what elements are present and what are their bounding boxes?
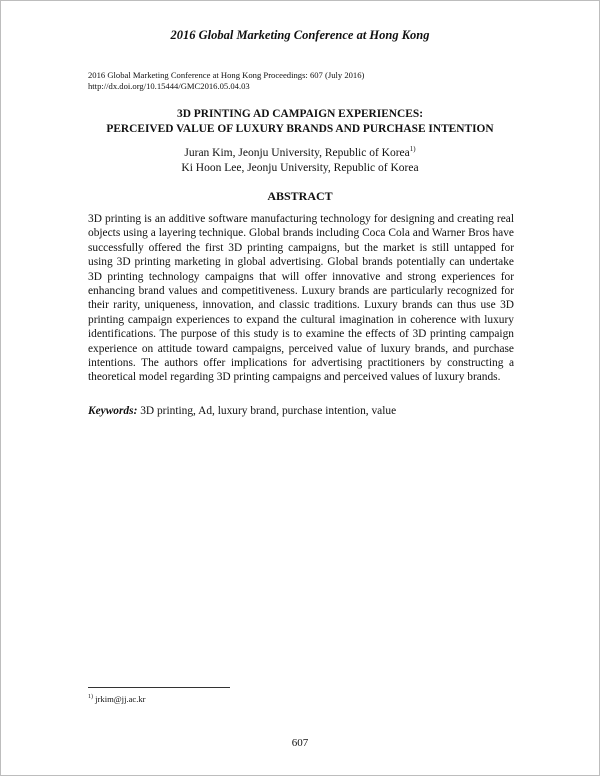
paper-title <box>40 107 560 136</box>
author-list <box>0 146 600 175</box>
footnote-email: jrkim@jj.ac.kr <box>93 694 146 704</box>
citation-block <box>88 70 518 92</box>
abstract-heading: ABSTRACT <box>267 189 333 203</box>
keywords-text: 3D printing, Ad, luxury brand, purchase intention, value <box>137 405 397 417</box>
keywords-line <box>88 404 514 418</box>
author-name: Ki Hoon Lee, Jeonju University, Republic of Korea <box>181 161 419 174</box>
page-number: 607 <box>291 737 309 749</box>
running-header: 2016 Global Marketing Conference at Hong Kong <box>170 28 430 42</box>
abstract-body: 3D printing is an additive software manufacturing technology for designing and creating real objects using a layering technique. Global brands including Coca Cola and Warner Bros have successfully offered the first 3D printing campaigns, but the market is still untapped for using 3D printing marketing in global advertising. Global brands potentially can undertake 3D printing technology campaigns that will offer innovative and strong experiences for enhancing brand values and competitiveness. Luxury brands are particularly recognized for their rarity, uniqueness, innovation, and classic traditions. Luxury brands can thus use 3D printing campaign experiences to expand the cultural imagination in coherence with luxury identifications. The purpose of this study is to examine the effects of 3D printing campaign experience on attitude toward campaigns, perceived value of luxury brands, and purchase intentions. The authors offer implications for advertising practitioners by constructing a theoretical model regarding 3D printing campaigns and perceived values of luxury brands. <box>88 213 514 384</box>
footnote-mark: 1) <box>88 694 93 700</box>
title-line-2: PERCEIVED VALUE OF LUXURY BRANDS AND PURCHASE INTENTION <box>106 122 494 135</box>
footnote-marker: 1) <box>409 145 416 153</box>
title-line-1: 3D PRINTING AD CAMPAIGN EXPERIENCES: <box>177 108 423 120</box>
footnote-divider <box>88 687 230 688</box>
author-line <box>0 146 600 161</box>
keywords-label: Keywords: <box>88 405 138 417</box>
proceedings-line: 2016 Global Marketing Conference at Hong Kong Proceedings: 607 (July 2016) <box>88 70 365 80</box>
doi-link[interactable]: http://dx.doi.org/10.15444/GMC2016.05.04.03 <box>88 81 250 91</box>
author-line <box>0 161 600 176</box>
author-name: Juran Kim, Jeonju University, Republic of Korea <box>184 147 410 159</box>
footnote <box>88 694 388 704</box>
